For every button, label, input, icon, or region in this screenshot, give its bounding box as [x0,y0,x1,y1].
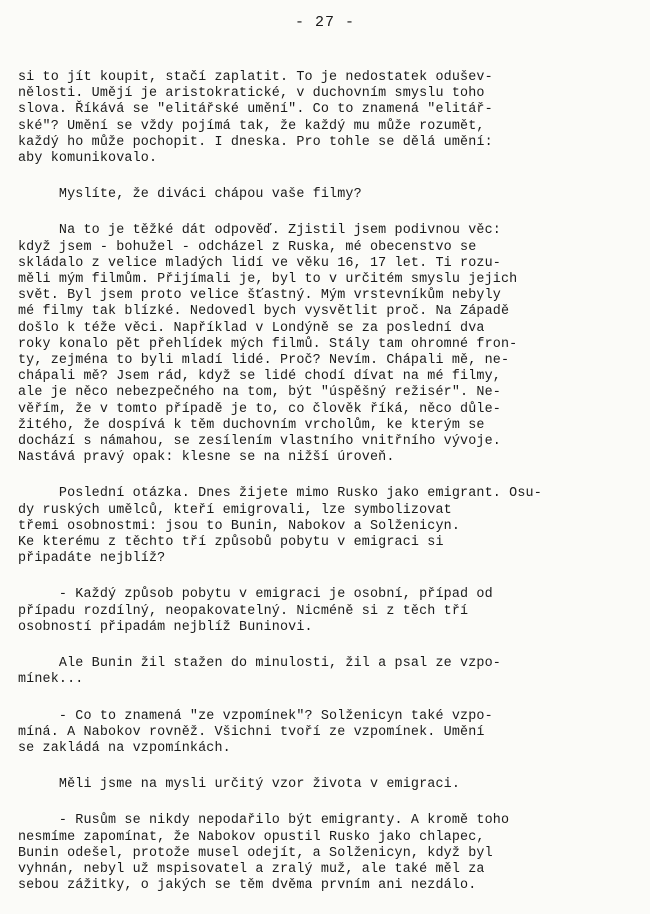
text-line: dy ruských umělců, kteří emigrovali, lze symbolizovat [18,502,452,518]
text-line: míná. A Nabokov rovněž. Všichni tvoří ze vzpomínek. Umění [18,724,485,740]
text-line: Měli jsme na mysli určitý vzor života v emigraci. [18,777,461,793]
paragraph-6-question [18,656,630,688]
page-number: - 27 - [294,14,355,31]
text-line: žitého, že dospívá k těm duchovním vrcholům, ke kterým se [18,417,485,433]
text-line: ale je něco nebezpečného na tom, být "úspěšný režisér". Ne- [18,385,501,401]
text-line: třemi osobnostmi: jsou to Bunin, Nabokov a Solženicyn. [18,518,461,534]
text-line: svět. Byl jsem proto velice šťastný. Mým vrstevníkům nebyly [18,288,501,304]
text-line: dochází s námahou, se zesílením vlastního vnitřního vývoje. [18,434,501,450]
text-line: roky konalo pět přehlídek mých filmů. Stály tam ohromné fron- [18,336,518,352]
text-line: Myslíte, že diváci chápou vaše filmy? [18,187,362,203]
text-line: mínek... [18,672,84,688]
text-line: aby komunikovalo. [18,151,158,167]
text-line: vyhnán, nebyl už mspisovatel a zralý muž, ale také měl za [18,861,485,877]
document-body [18,70,630,914]
text-line: připadáte nejblíž? [18,551,166,567]
paragraph-2-question [18,187,630,203]
text-line: Na to je těžké dát odpověď. Zjistil jsem podivnou věc: [18,223,501,239]
text-line: případu rozdílný, neopakovatelný. Nicméně si z těch tří [18,603,469,619]
text-line: měli mým filmům. Přijímali je, byl to v určitém smyslu jejich [18,272,518,288]
text-line: ty, zejména to byli mladí lidé. Proč? Nevím. Chápali mě, ne- [18,353,510,369]
text-line: každý ho může pochopit. I dneska. Pro tohle se dělá umění: [18,134,493,150]
text-line: skládalo z velice mladých lidí ve věku 16, 17 let. Ti rozu- [18,255,501,271]
text-line: Ke kterému z těchto tří způsobů pobytu v emigraci si [18,535,444,551]
paragraph-9 [18,813,630,894]
text-line: Poslední otázka. Dnes žijete mimo Rusko jako emigrant. Osu- [18,486,542,502]
paragraph-4-question [18,486,630,567]
paragraph-3 [18,223,630,466]
text-line: mé filmy tak blízké. Nedovedl bych vysvětlit proč. Na Západě [18,304,510,320]
text-line: když jsem - bohužel - odcházel z Ruska, mé obecenstvo se [18,239,477,255]
text-line: došlo k téže věci. Například v Londýně se za poslední dva [18,320,485,336]
text-line: nělosti. Umějí je aristokratické, v duchovním smyslu toho [18,86,485,102]
text-line: ské"? Umění se vždy pojímá tak, že každý mu může rozumět, [18,118,485,134]
text-line: věřím, že v tomto případě je to, co člověk říká, něco důle- [18,401,501,417]
text-line: se zakládá na vzpomínkách. [18,740,231,756]
text-line: - Rusům se nikdy nepodařilo být emigranty. A kromě toho [18,813,510,829]
paragraph-8-question [18,777,630,793]
text-line: nesmíme zapomínat, že Nabokov opustil Rusko jako chlapec, [18,829,485,845]
text-line: osobností připadám nejblíž Buninovi. [18,619,313,635]
text-line: - Každý způsob pobytu v emigraci je osobní, případ od [18,587,493,603]
text-line: chápali mě? Jsem rád, když se lidé chodí dívat na mé filmy, [18,369,501,385]
text-line: Bunin odešel, protože musel odejít, a Solženicyn, když byl [18,845,493,861]
text-line: Nastává pravý opak: klesne se na nižší úroveň. [18,450,395,466]
text-line: - Co to znamená "ze vzpomínek"? Solženicyn také vzpo- [18,708,493,724]
paragraph-7 [18,709,630,758]
text-line: Ale Bunin žil stažen do minulosti, žil a psal ze vzpo- [18,656,501,672]
text-line: si to jít koupit, stačí zaplatit. To je nedostatek odušev- [18,70,493,85]
text-line: sebou zážitky, o jakých se těm dvěma prvním ani nezdálo. [18,878,477,894]
paragraph-5 [18,587,630,636]
paragraph-1 [18,70,630,167]
text-line: slova. Říkává se "elitářské umění". Co to znamená "elitář- [18,102,493,118]
